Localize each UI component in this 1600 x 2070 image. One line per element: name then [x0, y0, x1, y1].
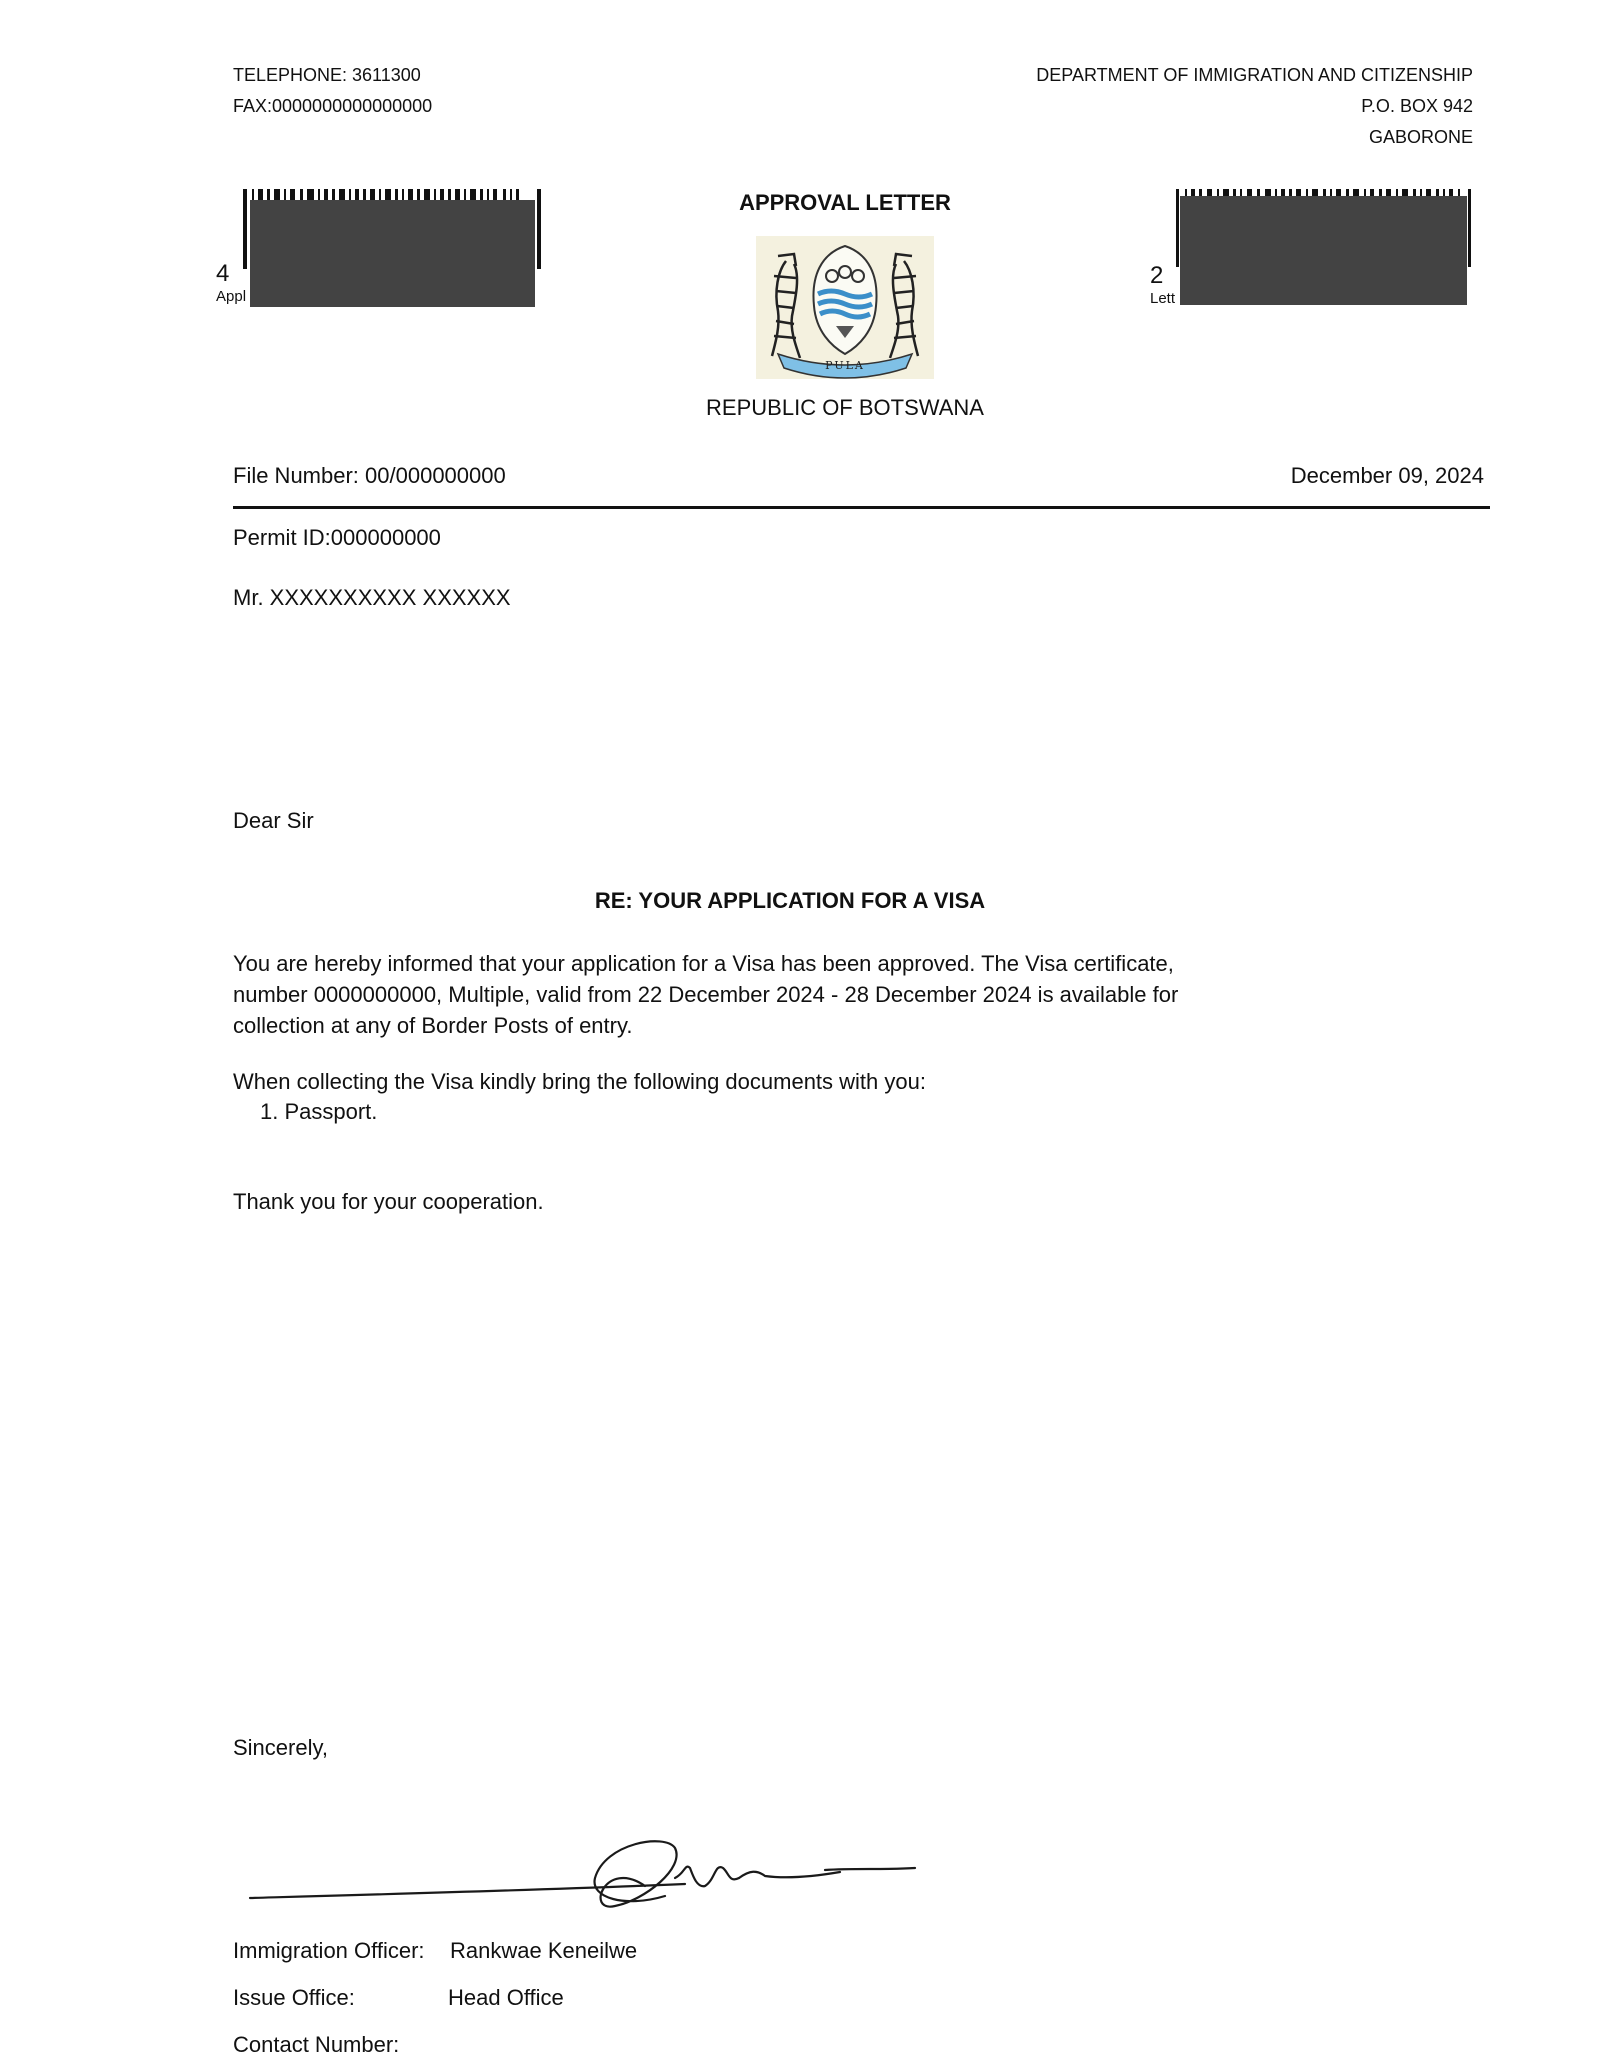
left-barcode-label: Appl: [216, 288, 247, 305]
issue-office-label: Issue Office:: [233, 1985, 355, 2010]
city: GABORONE: [1368, 127, 1473, 147]
botswana-coat-of-arms: [756, 236, 934, 379]
approval-line-2: number 0000000000, Multiple, valid from 22 December 2024 - 28 December 2024 is available for: [233, 982, 1179, 1007]
officer-name: Rankwae Keneilwe: [450, 1938, 638, 1963]
approval-line-3: collection at any of Border Posts of entry.: [233, 1013, 633, 1038]
header-divider: [233, 506, 1490, 509]
letter-date: December 09, 2024: [1290, 463, 1484, 488]
approval-paragraph: [233, 948, 1333, 1041]
closing: Sincerely,: [233, 1735, 328, 1760]
department-name: DEPARTMENT OF IMMIGRATION AND CITIZENSHIP: [1036, 65, 1473, 85]
fax: FAX:0000000000000000: [233, 96, 433, 116]
document-item: 1. Passport.: [260, 1099, 378, 1124]
telephone: TELEPHONE: 3611300: [233, 65, 421, 85]
right-barcode-label: Lett: [1150, 290, 1176, 307]
svg-text:PULA: PULA: [825, 359, 865, 372]
officer-signature: [245, 1818, 925, 1928]
subject-line: RE: YOUR APPLICATION FOR A VISA: [594, 888, 986, 913]
permit-id: Permit ID:000000000: [233, 525, 441, 550]
officer-label: Immigration Officer:: [233, 1938, 425, 1963]
redacted-letter-barcode: [1180, 196, 1467, 305]
letter-title: APPROVAL LETTER: [739, 190, 951, 215]
documents-intro: When collecting the Visa kindly bring the following documents with you:: [233, 1069, 926, 1094]
issue-office-value: Head Office: [448, 1985, 564, 2010]
thanks-line: Thank you for your cooperation.: [233, 1189, 544, 1214]
right-barcode-digit: 2: [1150, 262, 1164, 289]
approval-line-1: You are hereby informed that your application for a Visa has been approved. The Visa certificate,: [233, 951, 1174, 976]
republic-name: REPUBLIC OF BOTSWANA: [706, 395, 984, 420]
salutation: Dear Sir: [233, 808, 314, 833]
file-number: File Number: 00/000000000: [233, 463, 506, 488]
left-barcode-digit: 4: [216, 260, 230, 287]
redacted-application-barcode: [250, 200, 535, 307]
recipient-name: Mr. XXXXXXXXXX XXXXXX: [233, 585, 511, 610]
po-box: P.O. BOX 942: [1361, 96, 1473, 116]
contact-number-label: Contact Number:: [233, 2032, 400, 2057]
